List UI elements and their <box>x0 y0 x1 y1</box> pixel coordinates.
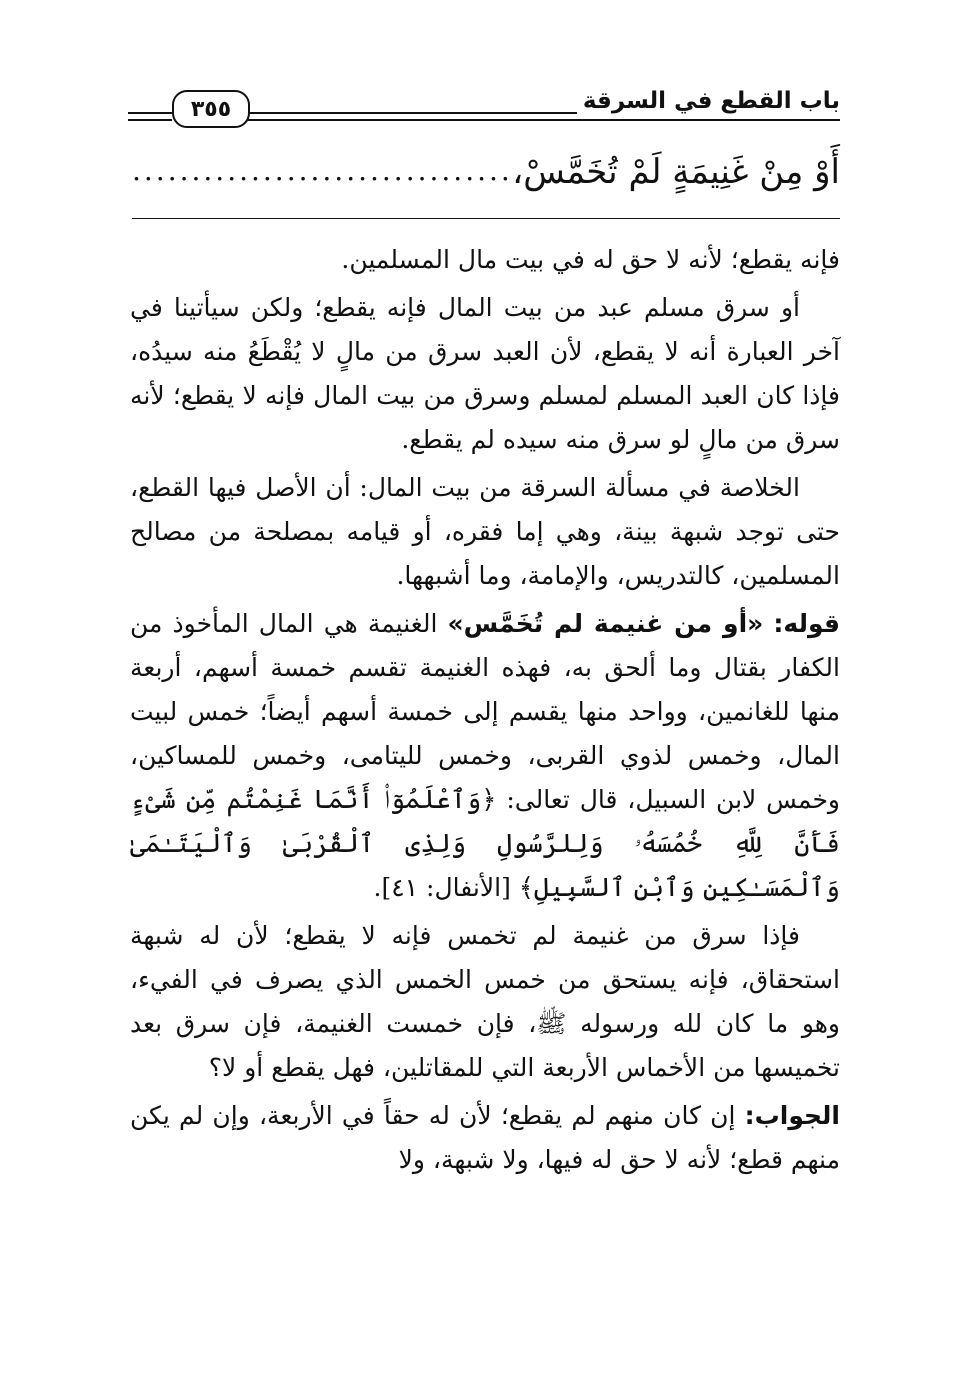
header-rule <box>128 112 172 114</box>
header-rule <box>128 119 172 121</box>
verse-reference: [الأنفال: ٤١]. <box>373 873 519 902</box>
paragraph-text: الخلاصة في مسألة السرقة من بيت المال: أن الأصل فيها القطع، حتى توجد شبهة بينة، وهي إما فقره، أو قيامه بمصلحة من مصالح المسلمين، كالتدريس، والإمامة، وما أشبهها. <box>130 473 840 590</box>
page-number: ٣٥٥ <box>172 90 250 128</box>
matn-divider <box>132 218 840 219</box>
commentary-body <box>130 238 840 1186</box>
paragraph-lead: الجواب: <box>744 1101 840 1130</box>
matn-line <box>132 150 840 202</box>
header-rule <box>246 119 840 121</box>
paragraph <box>130 914 840 1090</box>
paragraph-text: الغنيمة هي المال المأخوذ من الكفار بقتال وما ألحق به، فهذه الغنيمة تقسم خمسة أسهم، أربعة منها للغانمين، وواحد منها يقسم إلى خمسة أسهم أيضاً؛ خمس لبيت المال، وخمس لذوي القربى، وخمس لليتامى، وخمس للمساكين، وخمس لابن السبيل، قال تعالى: <box>130 609 840 814</box>
paragraph-text: فإنه يقطع؛ لأنه لا حق له في بيت مال المسلمين. <box>341 245 840 274</box>
page-header <box>128 88 840 128</box>
matn-dots: ................................ <box>132 154 513 187</box>
matn-quote: «أو من غنيمة لم تُخَمَّس» <box>447 609 764 638</box>
paragraph <box>130 466 840 598</box>
paragraph <box>130 238 840 282</box>
matn-text: أَوْ مِنْ غَنِيمَةٍ لَمْ تُخَمَّسْ، <box>512 152 840 192</box>
paragraph <box>130 602 840 910</box>
quran-verse: ﴿وَٱعْلَمُوٓا۟ أَنَّمَا غَنِمْتُم مِّن شَىْءٍ فَأَنَّ لِلَّهِ خُمُسَهُۥ وَلِلرَّسُولِ وَلِذِى ٱلْقُرْبَىٰ وَٱلْيَتَـٰمَىٰ وَٱلْمَسَـٰكِينِ وَٱبْنِ ٱلسَّبِيلِ﴾ <box>130 785 840 903</box>
paragraph-text: أو سرق مسلم عبد من بيت المال فإنه يقطع؛ ولكن سيأتينا في آخر العبارة أنه لا يقطع، لأن العبد سرق من مالٍ لا يُقْطَعُ منه سيدُه، فإذا كان العبد المسلم لمسلم وسرق من بيت المال فإنه لا يقطع؛ لأنه سرق من مالٍ لو سرق منه سيده لم يقطع. <box>130 293 840 454</box>
paragraph <box>130 1094 840 1182</box>
paragraph-text: إن كان منهم لم يقطع؛ لأن له حقاً في الأربعة، وإن لم يكن منهم قطع؛ لأنه لا حق له فيها، ولا شبهة، ولا <box>130 1101 840 1174</box>
paragraph-lead: قوله: <box>773 609 841 638</box>
chapter-title: باب القطع في السرقة <box>577 88 840 114</box>
paragraph <box>130 286 840 462</box>
paragraph-text: فإذا سرق من غنيمة لم تخمس فإنه لا يقطع؛ لأن له شبهة استحقاق، فإنه يستحق من خمس الخمس الذي يصرف في الفيء، وهو ما كان لله ورسوله ﷺ، فإن خمست الغنيمة، فإن سرق بعد تخميسها من الأخماس الأربعة التي للمقاتلين، فهل يقطع أو لا؟ <box>130 921 840 1082</box>
